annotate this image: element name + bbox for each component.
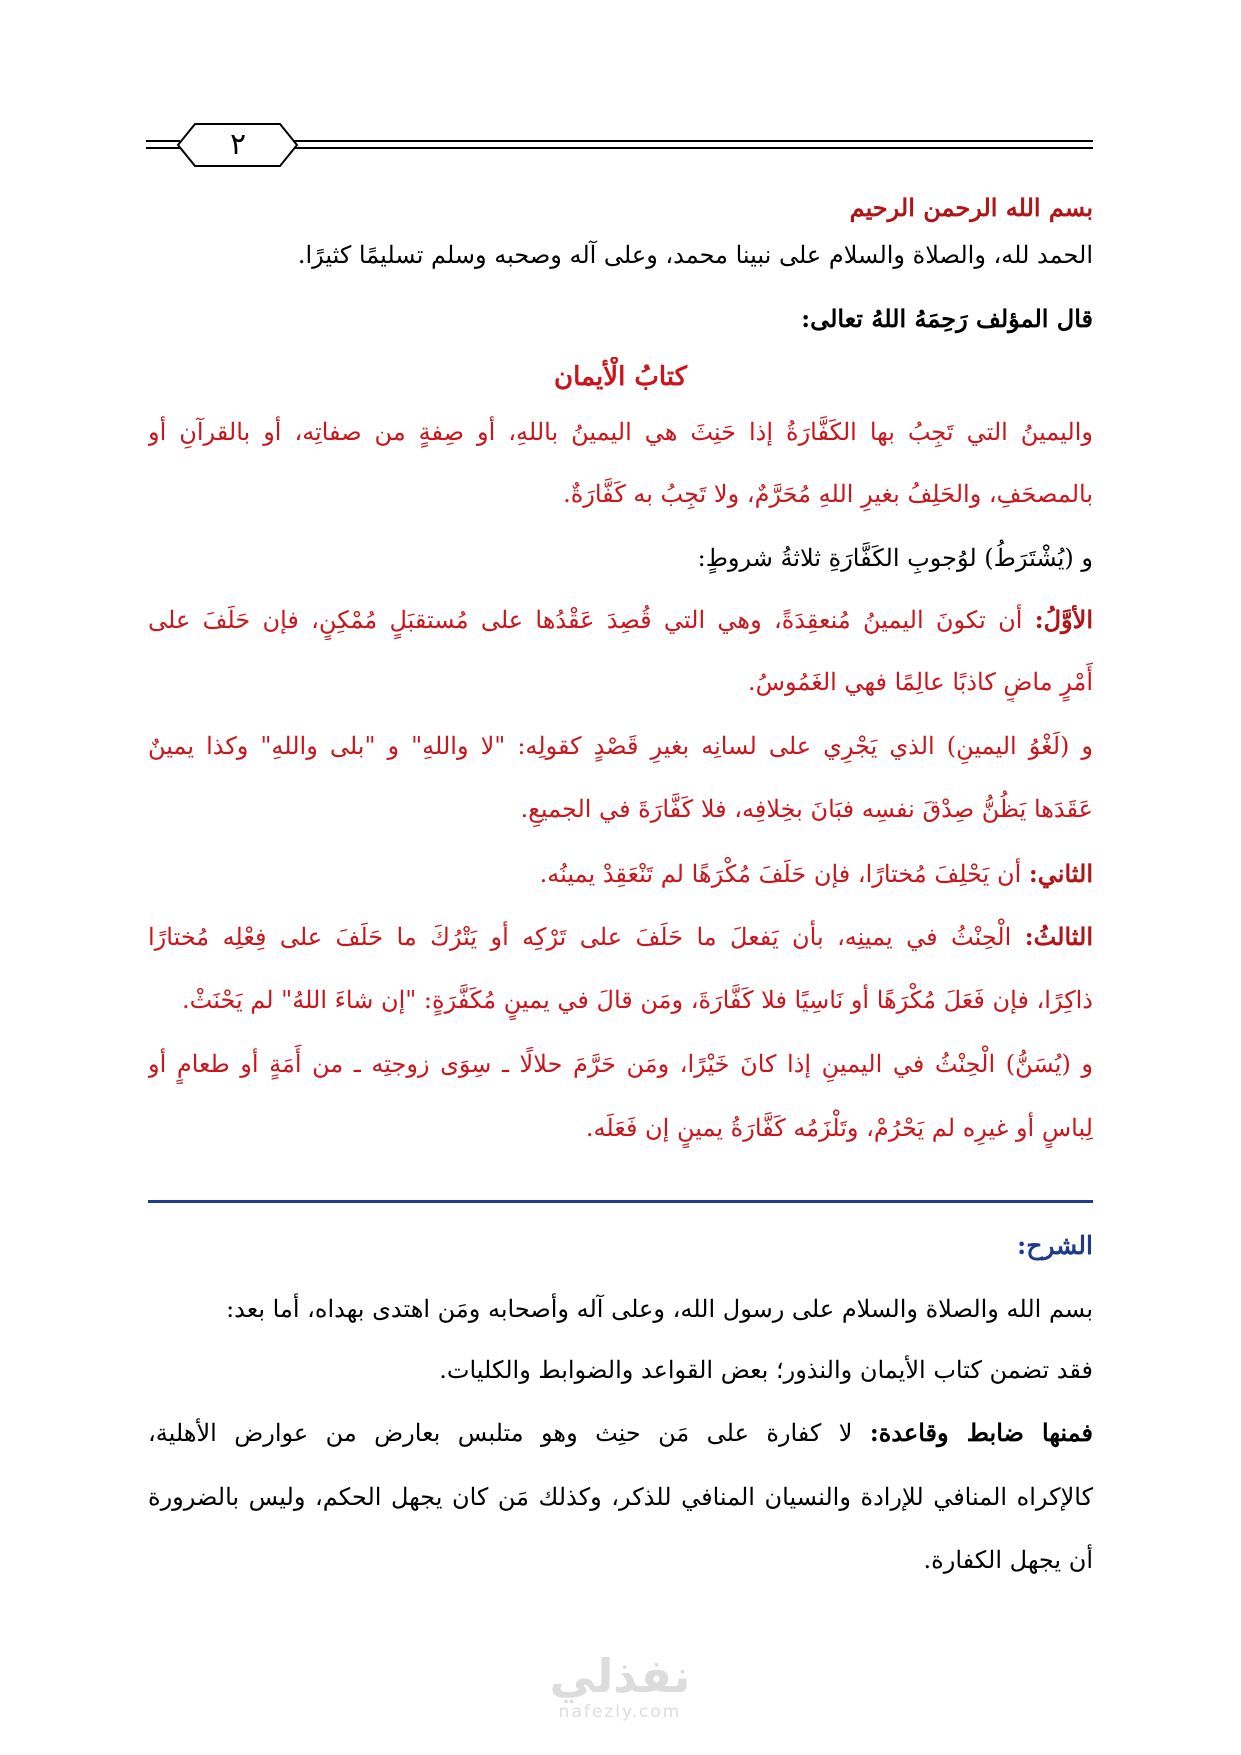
watermark-arabic: نفذلي <box>549 1649 691 1703</box>
matn-line: أَمْرٍ ماضٍ كاذبًا عالِمًا فهي الغَمُوسُ. <box>748 668 1093 696</box>
second-text: أن يَحْلِفَ مُختارًا، فإن حَلَفَ مُكْرَهًا لم تَنْعَقِدْ يمينُه. <box>539 860 1022 888</box>
third-text: الْحِنْثُ في يمينِه، بأن يَفعلَ ما حَلَفَ على تَرْكِه أو يَتْرُكَ ما حَلَفَ على فِعْلِه مُختارًا <box>148 923 1012 951</box>
sharh-line: فقد تضمن كتاب الأيمان والنذور؛ بعض القواعد والضوابط والكليات. <box>439 1356 1093 1384</box>
sharh-line: بسم الله والصلاة والسلام على رسول الله، وعلى آله وأصحابه ومَن اهتدى بهداه، أما بعد: <box>226 1295 1093 1323</box>
sharh-section <box>148 0 1093 1650</box>
hamd-line: الحمد لله، والصلاة والسلام على نبينا محمد، وعلى آله وصحبه وسلم تسليمًا كثيرًا. <box>297 241 1093 269</box>
matn-line: واليمينُ التي تَجِبُ بها الكَفَّارَةُ إذا حَنِثَ هي اليمينُ باللهِ، أو صِفةٍ من صفاتِه، أو بالقرآنِ أو <box>148 418 1093 446</box>
matn-line: لِباسٍ أو غيرِه لم يَحْرُمْ، وتَلْزَمُه كَفَّارَةُ يمينٍ إن فَعَلَه. <box>585 1114 1093 1142</box>
basmala: بسم الله الرحمن الرحيم <box>849 193 1093 222</box>
watermark-latin: nafezly.com <box>558 1702 682 1722</box>
first-text: أن تكونَ اليمينُ مُنعقِدَةً، وهي التي قُصِدَ عَقْدُها على مُستقبَلٍ مُمْكِنٍ، فإن حَلَفَ على <box>148 606 1023 634</box>
matn-line: و (يُشْتَرَطُ) لوُجوبِ الكَفَّارَةِ ثلاثةُ شروطٍ: <box>697 544 1093 572</box>
sharh-heading: الشرح: <box>1016 1231 1093 1260</box>
watermark <box>520 1650 720 1722</box>
first-label: الأوَّلُ: <box>1034 605 1093 634</box>
rule-label: فمنها ضابط وقاعدة: <box>869 1418 1093 1447</box>
second-label: الثاني: <box>1028 859 1093 888</box>
matn-line: عَقَدَها يَظُنُّ صِدْقَ نفسِه فبَانَ بخِلافِه، فلا كَفَّارَةَ في الجميعِ. <box>520 795 1093 823</box>
rule-text: لا كفارة على مَن حنِث وهو متلبس بعارض من عوارض الأهلية، <box>148 1419 853 1447</box>
sharh-line: أن يجهل الكفارة. <box>923 1546 1093 1574</box>
author-intro: قال المؤلف رَحِمَهُ اللهُ تعالى: <box>801 304 1093 333</box>
matn-line: ذاكِرًا، فإن فَعَلَ مُكْرَهًا أو نَاسِيًا فلا كَفَّارَةَ، ومَن قالَ في يمينٍ مُكَفَّرَةٍ: "إن شاءَ اللهُ" لم يَحْنَثْ. <box>182 986 1093 1014</box>
matn-line: و (يُسَنُّ) الْحِنْثُ في اليمينِ إذا كانَ خَيْرًا، ومَن حَرَّمَ حلالًا ـ سِوَى زوجتِه ـ من أَمَةٍ أو طعامٍ أو <box>148 1050 1093 1078</box>
book-title: كتابُ الْأيمان <box>553 362 687 392</box>
matn-line: بالمصحَفِ، والحَلِفُ بغيرِ اللهِ مُحَرَّمٌ، ولا تَجِبُ به كَفَّارَةٌ. <box>563 480 1093 508</box>
matn-line: و (لَغْوُ اليمينِ) الذي يَجْرِي على لسانِه بغيرِ قَصْدٍ كقولِه: "لا واللهِ" و "بلى واللهِ" وكذا يمينٌ <box>148 732 1093 760</box>
page-number: ٢ <box>229 127 247 162</box>
third-label: الثالثُ: <box>1024 922 1093 951</box>
rule-line <box>148 1413 1093 1453</box>
sharh-line: كالإكراه المنافي للإرادة والنسيان المنافي للذكر، وكذلك مَن كان يجهل الحكم، وليس بالضرورة <box>148 1483 1093 1511</box>
